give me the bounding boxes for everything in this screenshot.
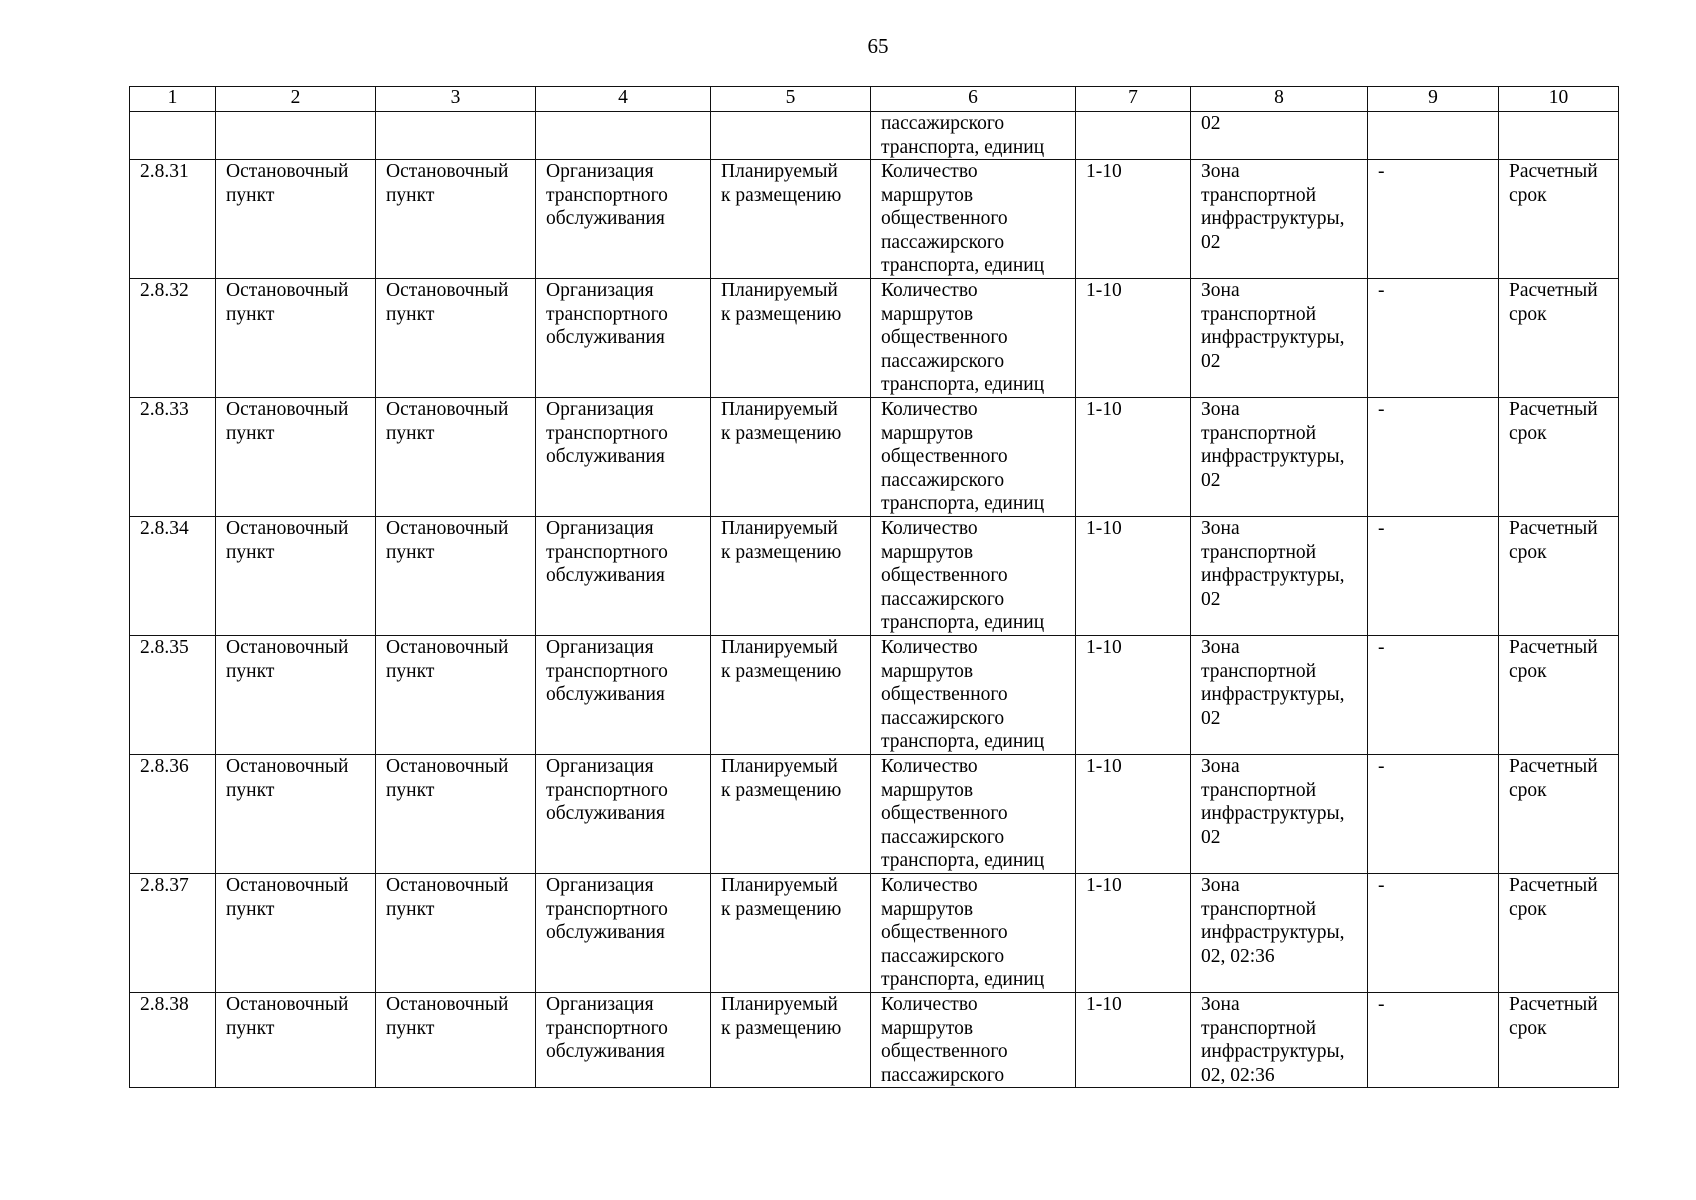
table-cell: Расчетный срок — [1499, 993, 1619, 1088]
table-cell: Организация транспортного обслуживания — [536, 279, 711, 398]
table-cell: 1-10 — [1076, 993, 1191, 1088]
table-row — [130, 993, 1619, 1088]
table-cell — [536, 112, 711, 160]
table-cell — [711, 112, 871, 160]
column-header: 10 — [1499, 87, 1619, 112]
header-row — [130, 87, 1619, 112]
column-header: 9 — [1368, 87, 1499, 112]
table-cell: Остановочный пункт — [216, 398, 376, 517]
table-cell: 02 — [1191, 112, 1368, 160]
table-cell: Остановочный пункт — [376, 398, 536, 517]
table-cell: Остановочный пункт — [216, 993, 376, 1088]
table-cell — [1499, 112, 1619, 160]
table-cell: Планируемый к размещению — [711, 279, 871, 398]
table-cell: 1-10 — [1076, 755, 1191, 874]
column-header: 7 — [1076, 87, 1191, 112]
table-cell: 2.8.35 — [130, 636, 216, 755]
table-cell: 2.8.36 — [130, 755, 216, 874]
table-cell: Остановочный пункт — [376, 517, 536, 636]
table-cell: Организация транспортного обслуживания — [536, 517, 711, 636]
table-cell: Количество маршрутов общественного пассажирского транспорта, единиц — [871, 755, 1076, 874]
table-cell: 1-10 — [1076, 636, 1191, 755]
table-cell: Количество маршрутов общественного пассажирского транспорта, единиц — [871, 517, 1076, 636]
table-cell: Зона транспортной инфраструктуры, 02, 02:36 — [1191, 993, 1368, 1088]
table-cell: Планируемый к размещению — [711, 755, 871, 874]
column-header: 2 — [216, 87, 376, 112]
table-row — [130, 517, 1619, 636]
table-cell: 1-10 — [1076, 160, 1191, 279]
table-cell: Организация транспортного обслуживания — [536, 636, 711, 755]
table-cell: Планируемый к размещению — [711, 398, 871, 517]
table-cell: - — [1368, 160, 1499, 279]
table-cell: Планируемый к размещению — [711, 874, 871, 993]
table-cell: - — [1368, 874, 1499, 993]
table-cell: Остановочный пункт — [376, 755, 536, 874]
table-cell: 2.8.32 — [130, 279, 216, 398]
table-cell: 2.8.37 — [130, 874, 216, 993]
column-header: 5 — [711, 87, 871, 112]
table-cell: Зона транспортной инфраструктуры, 02 — [1191, 636, 1368, 755]
table-row — [130, 279, 1619, 398]
table-cell: Остановочный пункт — [216, 279, 376, 398]
table-cell: пассажирского транспорта, единиц — [871, 112, 1076, 160]
table-cell: Зона транспортной инфраструктуры, 02 — [1191, 279, 1368, 398]
table-cell: 1-10 — [1076, 874, 1191, 993]
table-cell: Организация транспортного обслуживания — [536, 398, 711, 517]
table-cell: Планируемый к размещению — [711, 517, 871, 636]
table-cell: Остановочный пункт — [216, 874, 376, 993]
data-table — [129, 86, 1619, 1088]
table-cell: - — [1368, 398, 1499, 517]
column-header: 8 — [1191, 87, 1368, 112]
table-cell: Организация транспортного обслуживания — [536, 874, 711, 993]
table-cell: Остановочный пункт — [376, 279, 536, 398]
table-cell: Остановочный пункт — [376, 993, 536, 1088]
table-cell: Расчетный срок — [1499, 517, 1619, 636]
table-cell: Количество маршрутов общественного пассажирского транспорта, единиц — [871, 874, 1076, 993]
table-cell: Зона транспортной инфраструктуры, 02, 02:36 — [1191, 874, 1368, 993]
column-header: 3 — [376, 87, 536, 112]
table-cell: Количество маршрутов общественного пассажирского транспорта, единиц — [871, 398, 1076, 517]
table-cell: Расчетный срок — [1499, 160, 1619, 279]
continuation-row — [130, 112, 1619, 160]
table-cell: Зона транспортной инфраструктуры, 02 — [1191, 398, 1368, 517]
table-cell: - — [1368, 993, 1499, 1088]
table-cell: Остановочный пункт — [376, 874, 536, 993]
table-cell: Остановочный пункт — [216, 755, 376, 874]
table-cell: - — [1368, 517, 1499, 636]
table-row — [130, 636, 1619, 755]
table-cell: Расчетный срок — [1499, 874, 1619, 993]
table-cell: 2.8.31 — [130, 160, 216, 279]
table-cell — [216, 112, 376, 160]
table-cell: Количество маршрутов общественного пассажирского транспорта, единиц — [871, 279, 1076, 398]
table-cell: Остановочный пункт — [216, 636, 376, 755]
table-cell: Остановочный пункт — [216, 517, 376, 636]
table-cell — [1368, 112, 1499, 160]
table-row — [130, 160, 1619, 279]
table-cell: Остановочный пункт — [376, 160, 536, 279]
table-cell: 1-10 — [1076, 279, 1191, 398]
column-header: 6 — [871, 87, 1076, 112]
table-cell: 2.8.38 — [130, 993, 216, 1088]
table-cell: Остановочный пункт — [216, 160, 376, 279]
table-cell: Зона транспортной инфраструктуры, 02 — [1191, 755, 1368, 874]
table-cell: - — [1368, 755, 1499, 874]
table-cell: Планируемый к размещению — [711, 160, 871, 279]
table-cell: Зона транспортной инфраструктуры, 02 — [1191, 517, 1368, 636]
table-cell: Организация транспортного обслуживания — [536, 993, 711, 1088]
table-cell: - — [1368, 636, 1499, 755]
table-cell: - — [1368, 279, 1499, 398]
table-cell — [376, 112, 536, 160]
table-cell: Количество маршрутов общественного пассажирского транспорта, единиц — [871, 160, 1076, 279]
table-cell: Зона транспортной инфраструктуры, 02 — [1191, 160, 1368, 279]
table-cell: 2.8.34 — [130, 517, 216, 636]
column-header: 4 — [536, 87, 711, 112]
table-cell: Расчетный срок — [1499, 636, 1619, 755]
table-cell: Расчетный срок — [1499, 755, 1619, 874]
table-row — [130, 755, 1619, 874]
table-cell: Расчетный срок — [1499, 279, 1619, 398]
table-cell: Расчетный срок — [1499, 398, 1619, 517]
table-cell: 1-10 — [1076, 398, 1191, 517]
column-header: 1 — [130, 87, 216, 112]
page-number: 65 — [867, 34, 889, 58]
table-cell: Планируемый к размещению — [711, 993, 871, 1088]
table-cell: 1-10 — [1076, 517, 1191, 636]
table-cell: Организация транспортного обслуживания — [536, 160, 711, 279]
table-cell: Организация транспортного обслуживания — [536, 755, 711, 874]
table-cell: Количество маршрутов общественного пассажирского — [871, 993, 1076, 1088]
table-cell — [1076, 112, 1191, 160]
table-row — [130, 874, 1619, 993]
table-cell: 2.8.33 — [130, 398, 216, 517]
table-cell: Количество маршрутов общественного пассажирского транспорта, единиц — [871, 636, 1076, 755]
table-cell — [130, 112, 216, 160]
table-cell: Остановочный пункт — [376, 636, 536, 755]
table-row — [130, 398, 1619, 517]
table-cell: Планируемый к размещению — [711, 636, 871, 755]
